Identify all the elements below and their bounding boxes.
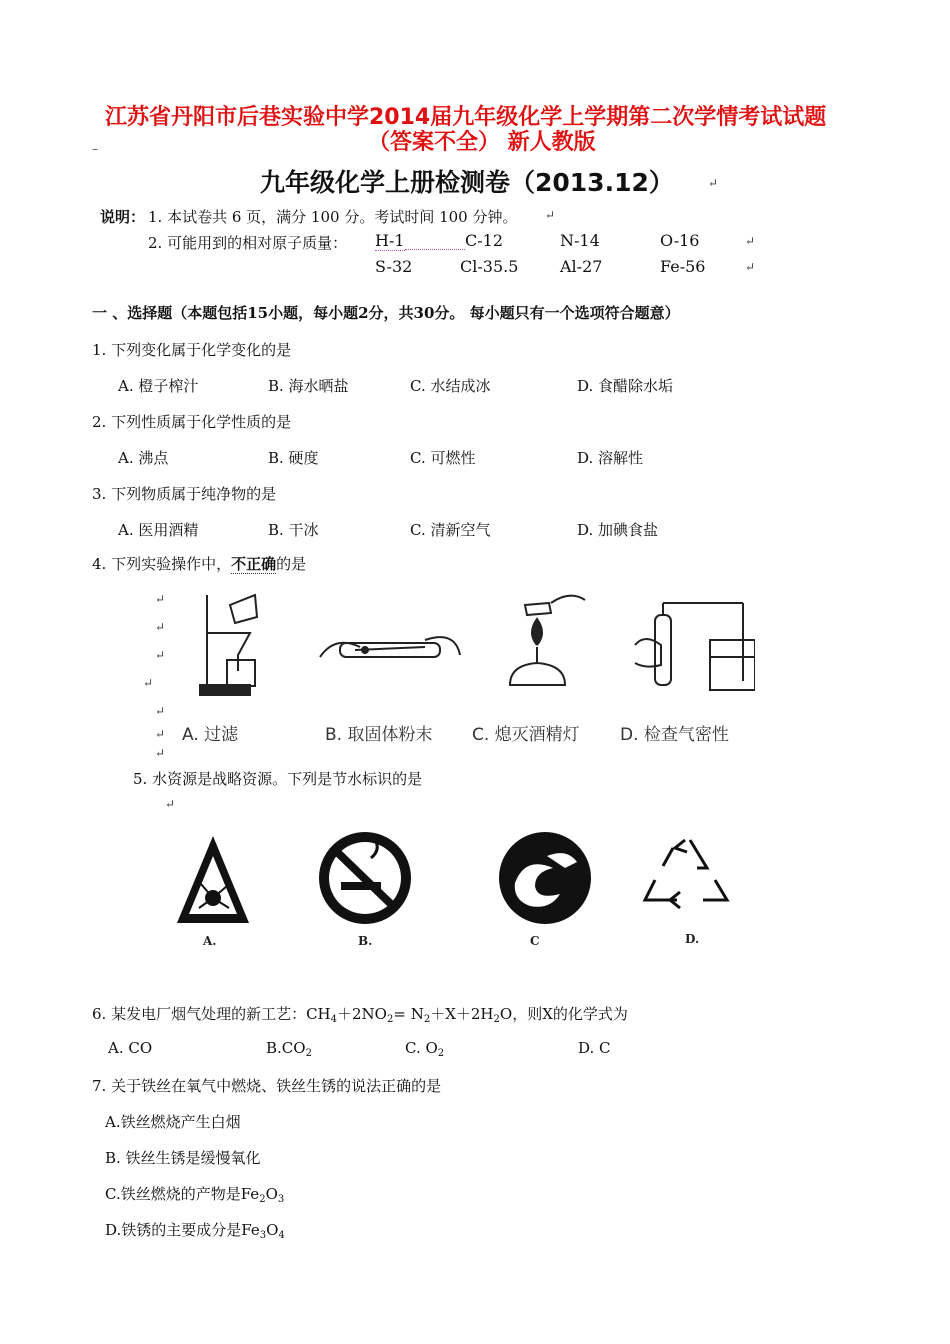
atomic-mass-o: O-16	[660, 231, 700, 250]
atomic-mass-fe: Fe-56	[660, 257, 706, 276]
question-2-stem: 2. 下列性质属于化学性质的是	[92, 413, 292, 431]
q2-option-c: C. 可燃性	[410, 449, 476, 467]
return-mark: ↵	[155, 592, 166, 606]
q5-label-d: D.	[685, 932, 700, 946]
airtightness-check	[635, 603, 755, 690]
question-1-stem: 1. 下列变化属于化学变化的是	[92, 341, 292, 359]
q7-option-d: D.铁锈的主要成分是$Fe_3O_4$	[105, 1221, 285, 1241]
question-5-stem: 5. 水资源是战略资源。下列是节水标识的是	[133, 770, 423, 788]
section-title: 一 、选择题（本题包括15小题，每小题2分，共30分。 每小题只有一个选项符合题意）	[92, 304, 680, 322]
q1-option-d: D. 食醋除水垢	[577, 377, 674, 395]
q4-figure-label-c: C. 熄灭酒精灯	[472, 725, 580, 745]
atomic-mass-n: N-14	[560, 231, 600, 250]
return-mark: ↵	[155, 727, 166, 741]
explosive-warning-icon	[177, 836, 249, 923]
return-mark: ↵	[155, 704, 166, 718]
q5-label-a: A.	[203, 934, 217, 948]
q7-option-c: C.铁丝燃烧的产物是$Fe_2O_3$	[105, 1185, 285, 1205]
q3-option-c: C. 清新空气	[410, 521, 491, 539]
no-smoking-icon	[319, 832, 411, 924]
q1-option-c: C. 水结成冰	[410, 377, 491, 395]
q5-label-c: C	[530, 934, 540, 948]
q4-figure-label-a: A. 过滤	[182, 725, 239, 745]
q2-option-a: A. 沸点	[118, 449, 169, 467]
dash-mark: –	[92, 142, 98, 156]
q6-option-b: $B.CO_2$	[266, 1039, 312, 1059]
q2-option-b: B. 硬度	[268, 449, 319, 467]
q2-option-d: D. 溶解性	[577, 449, 644, 467]
water-saving-icon	[499, 832, 591, 924]
return-mark: ↵	[165, 797, 176, 811]
exam-title: 九年级化学上册检测卷（2013.12）	[260, 168, 674, 197]
q7-option-b: B. 铁丝生锈是缓慢氧化	[105, 1149, 261, 1167]
question-7-stem: 7. 关于铁丝在氧气中燃烧、铁丝生锈的说法正确的是	[92, 1077, 442, 1095]
return-mark: ↵	[155, 648, 166, 662]
q6-option-a: A. CO	[108, 1039, 153, 1057]
q4-figure-label-d: D. 检查气密性	[620, 725, 729, 745]
question-3-stem: 3. 下列物质属于纯净物的是	[92, 485, 277, 503]
q5-label-b: B.	[358, 934, 373, 948]
instructions-line2: 2. 可能用到的相对原子质量：	[148, 234, 348, 252]
q6-option-d: D. C	[578, 1039, 611, 1057]
q3-option-a: A. 医用酒精	[118, 521, 199, 539]
recycle-icon	[645, 840, 727, 908]
question-4-stem: 4. 下列实验操作中，不正确的是	[92, 555, 307, 573]
document-title-line1: 江苏省丹阳市后巷实验中学2014届九年级化学上学期第二次学情考试试题	[105, 105, 827, 130]
atomic-mass-c: C-12	[465, 231, 504, 250]
alcohol-lamp	[510, 596, 585, 685]
powder-handling	[320, 637, 460, 657]
water-symbols-figure	[175, 828, 735, 933]
return-mark: ↵	[745, 234, 756, 248]
atomic-mass-s: S-32	[375, 257, 413, 276]
return-mark: ↵	[545, 208, 556, 222]
document-title-line2: （答案不全） 新人教版	[368, 130, 596, 155]
return-mark: ↵	[155, 620, 166, 634]
return-mark: ↵	[745, 260, 756, 274]
dotted-underline	[405, 249, 465, 250]
q1-option-a: A. 橙子榨汁	[118, 377, 199, 395]
atomic-mass-cl: Cl-35.5	[460, 257, 519, 276]
q3-option-d: D. 加碘食盐	[577, 521, 659, 539]
instructions-label: 说明：	[100, 208, 146, 226]
q7-option-a: A.铁丝燃烧产生白烟	[105, 1113, 241, 1131]
atomic-mass-al: Al-27	[560, 257, 603, 276]
return-mark: ↵	[708, 176, 719, 190]
instructions-line1: 1. 本试卷共 6 页，满分 100 分。考试时间 100 分钟。	[148, 208, 518, 226]
q6-option-c: C. $O_2$	[405, 1039, 445, 1059]
atomic-mass-h: H-1	[375, 231, 405, 250]
return-mark: ↵	[155, 746, 166, 760]
q3-option-b: B. 干冰	[268, 521, 319, 539]
return-mark: ↵	[143, 676, 154, 690]
filtration-apparatus	[200, 595, 257, 695]
q1-option-b: B. 海水晒盐	[268, 377, 349, 395]
question-6-stem: 6. 某发电厂烟气处理的新工艺：$CH_4+2NO_2= N_2+X+2H_2O$，则X的化学式为	[92, 1005, 628, 1025]
q4-figure-label-b: B. 取固体粉末	[325, 725, 433, 745]
